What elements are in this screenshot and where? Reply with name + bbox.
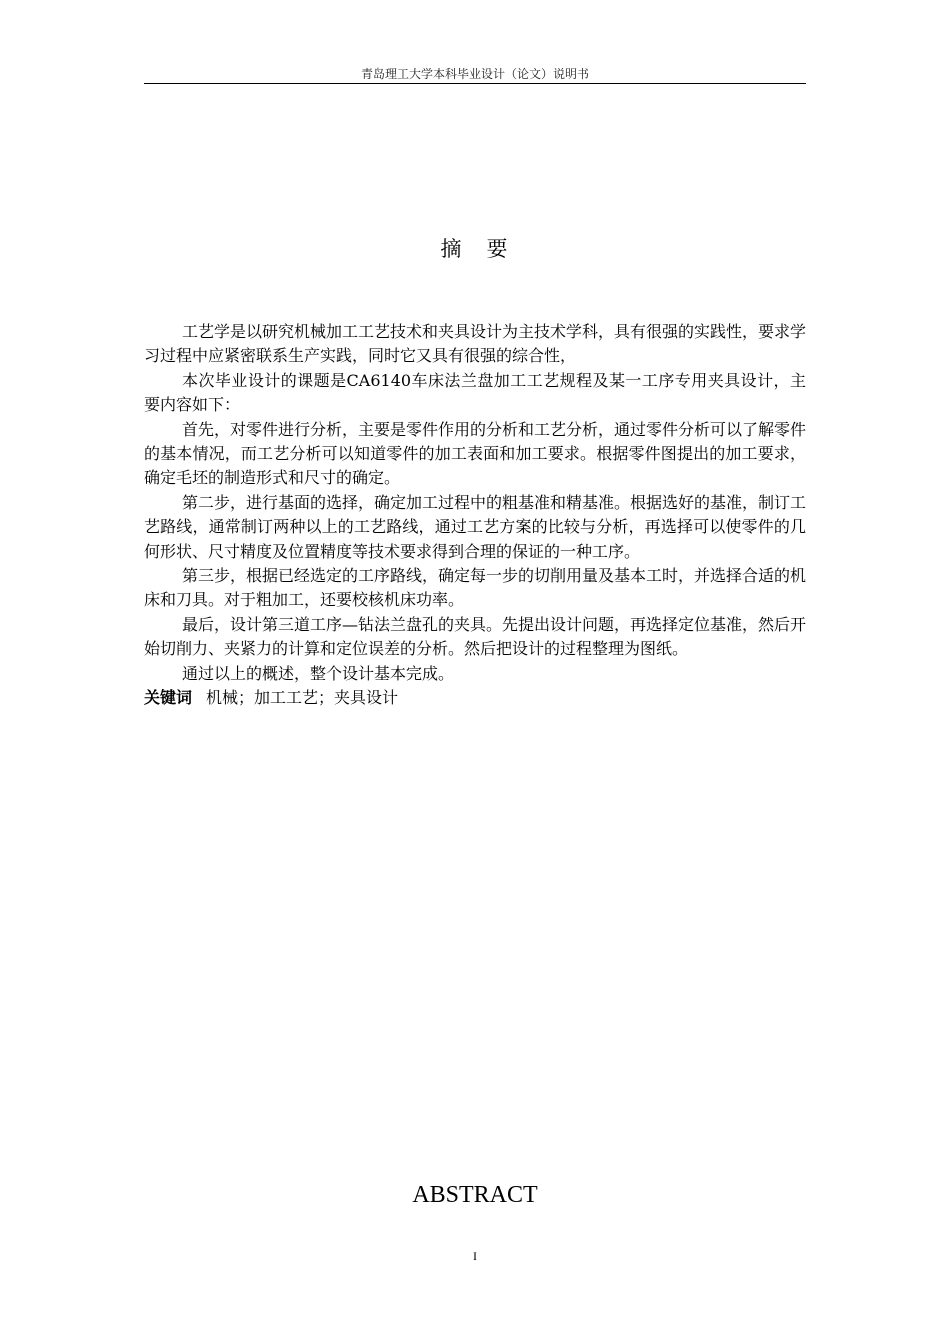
keywords-label: 关键词: [144, 688, 193, 708]
keywords-line: [144, 686, 806, 710]
abstract-body: [144, 320, 806, 711]
paragraph-step-two: 第二步，进行基面的选择，确定加工过程中的粗基准和精基准。根据选好的基准，制订工艺路线，通常制订两种以上的工艺路线，通过工艺方案的比较与分析，再选择可以使零件的几何形状、尺寸精度及位置精度等技术要求得到合理的保证的一种工序。: [144, 492, 807, 561]
running-header: 青岛理工大学本科毕业设计（论文）说明书: [360, 67, 589, 81]
paragraph-final-step: 最后，设计第三道工序—钻法兰盘孔的夹具。先提出设计问题，再选择定位基准，然后开始切削力、夹紧力的计算和定位误差的分析。然后把设计的过程整理为图纸。: [144, 614, 807, 659]
abstract-title-en: ABSTRACT: [412, 1182, 538, 1208]
paragraph-intro: 工艺学是以研究机械加工工艺技术和夹具设计为主技术学科，具有很强的实践性，要求学习过程中应紧密联系生产实践，同时它又具有很强的综合性，: [144, 322, 807, 366]
keywords-value: 机械；加工工艺；夹具设计: [206, 688, 399, 708]
page-number: I: [473, 1249, 477, 1263]
paragraph-step-three: 第三步，根据已经选定的工序路线，确定每一步的切削用量及基本工时，并选择合适的机床和刀具。对于粗加工，还要校核机床功率。: [144, 566, 807, 610]
paragraph-topic: 本次毕业设计的课题是CA6140车床法兰盘加工工艺规程及某一工序专用夹具设计，主要内容如下：: [144, 370, 806, 415]
abstract-title-cn: 摘 要: [440, 237, 510, 261]
header-rule: [144, 83, 806, 84]
paragraph-step-one: 首先，对零件进行分析，主要是零件作用的分析和工艺分析，通过零件分析可以了解零件的基本情况，而工艺分析可以知道零件的加工表面和加工要求。根据零件图提出的加工要求，确定毛坯的制造形式和尺寸的确定。: [144, 419, 807, 488]
paragraph-summary: 通过以上的概述，整个设计基本完成。: [182, 663, 455, 683]
